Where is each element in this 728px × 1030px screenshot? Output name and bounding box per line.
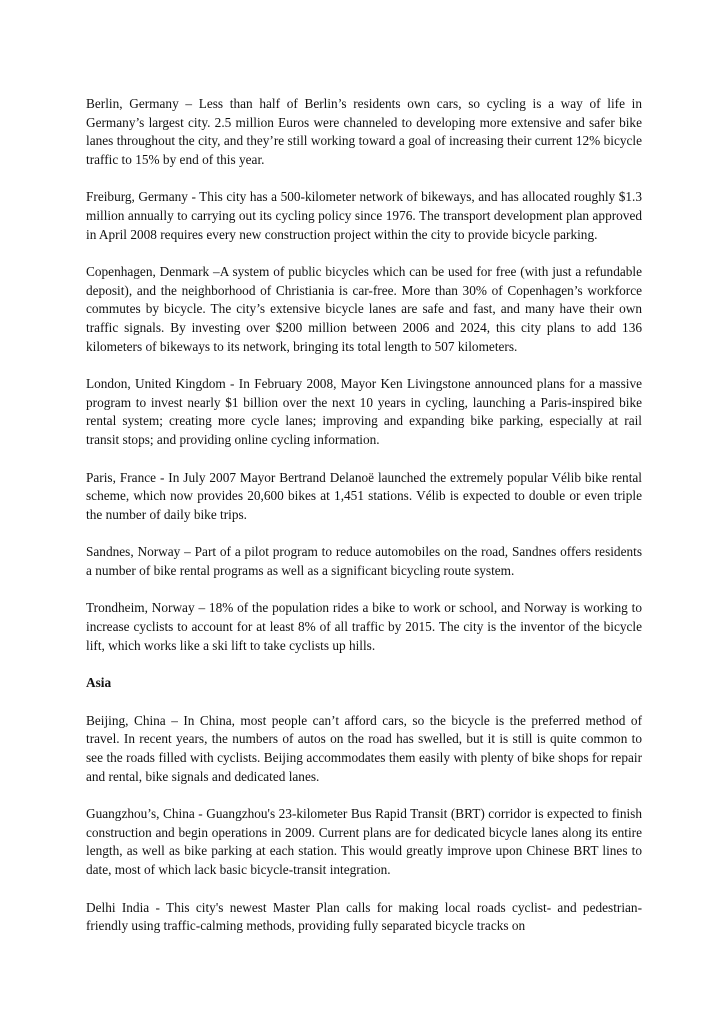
paragraph-sandnes: Sandnes, Norway – Part of a pilot program to reduce automobiles on the road, Sandnes offers residents a number of bike rental programs as well as a significant bicycling route system. [86, 544, 642, 578]
paragraph-copenhagen: Copenhagen, Denmark –A system of public bicycles which can be used for free (with just a refundable deposit), and the neighborhood of Christiania is car-free. More than 30% of Copenhagen’s workforce commutes by bicycle. The city’s extensive bicycle lanes are safe and fast, and many have their own traffic signals. By investing over $200 million between 2006 and 2024, this city plans to add 136 kilometers of bikeways to its network, bringing its total length to 507 kilometers. [86, 264, 642, 354]
section-heading-asia: Asia [86, 675, 112, 691]
paragraph-freiburg: Freiburg, Germany - This city has a 500-kilometer network of bikeways, and has allocated roughly $1.3 million annually to carrying out its cycling policy since 1976. The transport development plan approved in April 2008 requires every new construction project within the city to provide bicycle parking. [86, 189, 642, 242]
document-page [86, 95, 642, 955]
paragraph-trondheim: Trondheim, Norway – 18% of the population rides a bike to work or school, and Norway is working to increase cyclists to account for at least 8% of all traffic by 2015. The city is the inventor of the bicycle lift, which works like a ski lift to take cyclists up hills. [86, 600, 642, 653]
paragraph-beijing: Beijing, China – In China, most people can’t afford cars, so the bicycle is the preferred method of travel. In recent years, the numbers of autos on the road has swelled, but it is still is quite common to see the roads filled with cyclists. Beijing accommodates them easily with plenty of bike shops for repair and rental, bike signals and dedicated lanes. [86, 712, 642, 784]
paragraph-berlin: Berlin, Germany – Less than half of Berlin’s residents own cars, so cycling is a way of life in Germany’s largest city. 2.5 million Euros were channeled to developing more extensive and safer bike lanes throughout the city, and they’re still working toward a goal of increasing their current 12% bicycle traffic to 15% by end of this year. [86, 96, 642, 167]
paragraph-guangzhou: Guangzhou’s, China - Guangzhou's 23-kilometer Bus Rapid Transit (BRT) corridor is expected to finish construction and begin operations in 2009. Current plans are for dedicated bicycle lanes along its entire length, as well as bike parking at each station. This would greatly improve upon Chinese BRT lines to date, most of which lack basic bicycle-transit integration. [86, 806, 642, 877]
paragraph-paris: Paris, France - In July 2007 Mayor Bertrand Delanoë launched the extremely popular Vélib bike rental scheme, which now provides 20,600 bikes at 1,451 stations. Vélib is expected to double or even triple the number of daily bike trips. [86, 469, 642, 522]
paragraph-london: London, United Kingdom - In February 2008, Mayor Ken Livingstone announced plans for a massive program to invest nearly $1 billion over the next 10 years in cycling, launching a Paris-inspired bike rental system; creating more cycle lanes; improving and expanding bike parking, especially at rail transit stops; and providing online cycling information. [86, 376, 642, 447]
paragraph-delhi: Delhi India - This city's newest Master Plan calls for making local roads cyclist- and pedestrian- friendly using traffic-calming methods, providing fully separated bicycle tracks on [86, 899, 642, 934]
